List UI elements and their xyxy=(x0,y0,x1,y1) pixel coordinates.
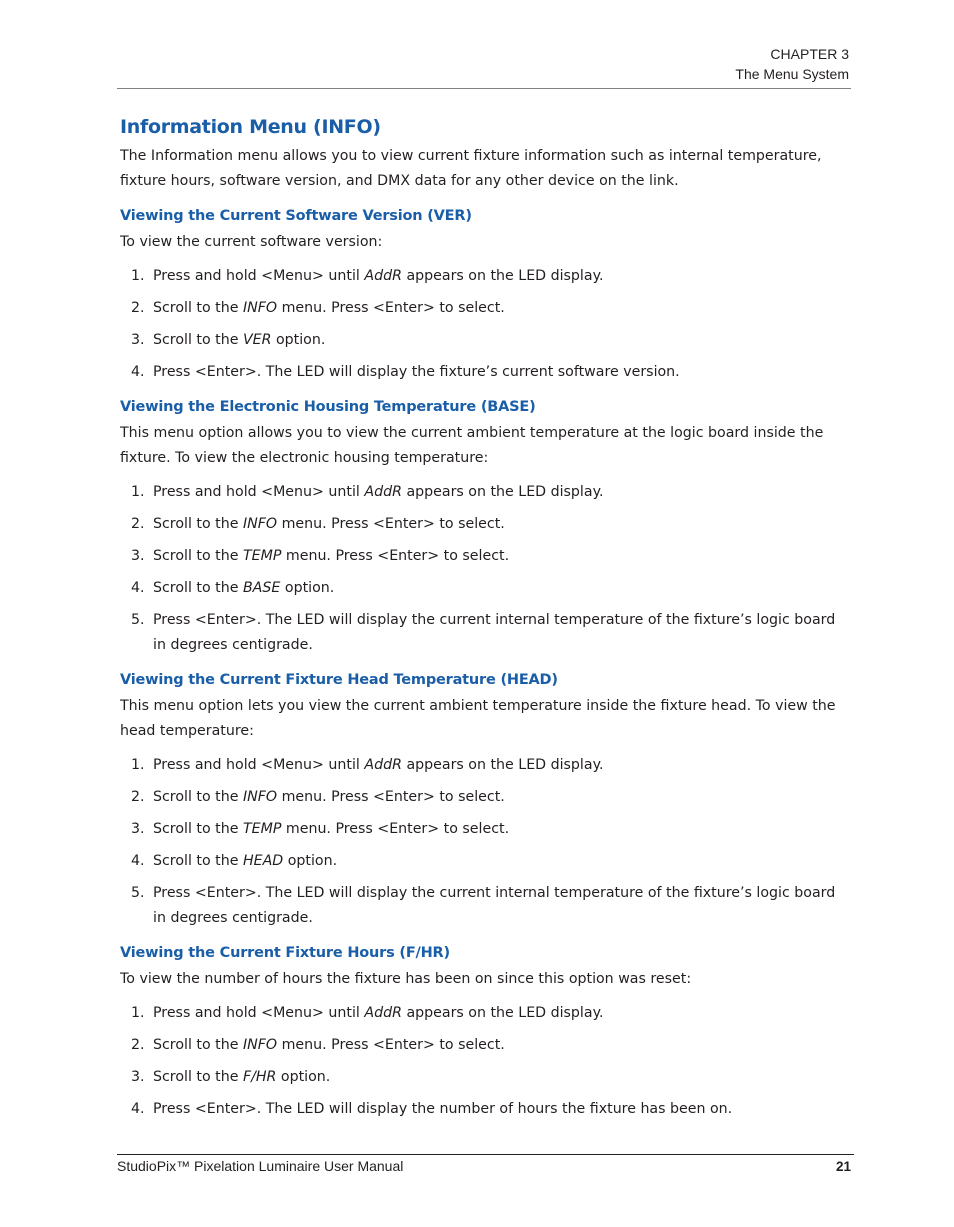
page-number: 21 xyxy=(835,1159,851,1174)
step-term: AddR xyxy=(364,268,402,284)
steps-list xyxy=(120,480,852,658)
page-content xyxy=(120,112,852,1129)
step-number: 3. xyxy=(131,332,145,348)
intro-paragraph: The Information menu allows you to view current fixture information such as internal temperature, fixture hours, software version, and DMX data for any other device on the link. xyxy=(120,148,822,189)
step-number: 2. xyxy=(131,1037,145,1053)
step-text: Scroll to the xyxy=(153,789,243,805)
step-number: 2. xyxy=(131,516,145,532)
step-text-end: menu. Press <Enter> to select. xyxy=(281,821,510,837)
step-text: Press and hold <Menu> until xyxy=(153,268,365,284)
step-text: Press and hold <Menu> until xyxy=(153,1005,365,1021)
step-text: Press <Enter>. The LED will display the current internal temperature of the fixture’s logic board in degrees centigrade. xyxy=(153,612,836,653)
step-text-end: menu. Press <Enter> to select. xyxy=(277,789,505,805)
step-text-end: appears on the LED display. xyxy=(401,268,604,284)
manual-title: StudioPix™ Pixelation Luminaire User Manual xyxy=(117,1158,404,1174)
step-text: Press <Enter>. The LED will display the current internal temperature of the fixture’s logic board in degrees centigrade. xyxy=(153,885,836,926)
step-text: Scroll to the xyxy=(153,580,243,596)
page-footer xyxy=(117,1154,854,1174)
list-item xyxy=(120,753,852,778)
step-term: HEAD xyxy=(242,853,284,869)
footer-divider xyxy=(117,1154,854,1155)
step-text: Press <Enter>. The LED will display the number of hours the fixture has been on. xyxy=(153,1101,733,1117)
section-lead: To view the current software version: xyxy=(120,234,383,250)
step-number: 5. xyxy=(131,885,145,901)
step-number: 2. xyxy=(131,789,145,805)
step-number: 4. xyxy=(131,1101,145,1117)
step-text-end: menu. Press <Enter> to select. xyxy=(277,1037,505,1053)
list-item xyxy=(120,608,852,658)
step-number: 3. xyxy=(131,821,145,837)
step-text: Scroll to the xyxy=(153,516,243,532)
step-text: Scroll to the xyxy=(153,821,243,837)
step-term: INFO xyxy=(242,300,278,316)
page-header xyxy=(117,44,851,84)
list-item xyxy=(120,576,852,601)
step-text-end: option. xyxy=(276,1069,331,1085)
step-text-end: menu. Press <Enter> to select. xyxy=(277,516,505,532)
step-text-end: menu. Press <Enter> to select. xyxy=(281,548,510,564)
list-item xyxy=(120,544,852,569)
list-item xyxy=(120,360,852,385)
list-item xyxy=(120,881,852,931)
step-term: VER xyxy=(242,332,272,348)
step-text-end: appears on the LED display. xyxy=(401,484,604,500)
step-text-end: option. xyxy=(283,853,338,869)
step-text-end: appears on the LED display. xyxy=(401,757,604,773)
step-term: INFO xyxy=(242,1037,278,1053)
step-text-end: appears on the LED display. xyxy=(401,1005,604,1021)
step-number: 4. xyxy=(131,853,145,869)
section-heading: Viewing the Current Fixture Head Temperature (HEAD) xyxy=(120,672,558,688)
section-lead: This menu option allows you to view the current ambient temperature at the logic board inside the fixture. To view the electronic housing temperature: xyxy=(120,425,824,466)
step-text-end: menu. Press <Enter> to select. xyxy=(277,300,505,316)
step-text: Scroll to the xyxy=(153,300,243,316)
list-item xyxy=(120,1065,852,1090)
list-item xyxy=(120,785,852,810)
step-number: 1. xyxy=(131,484,145,500)
list-item xyxy=(120,1033,852,1058)
step-text: Press <Enter>. The LED will display the fixture’s current software version. xyxy=(153,364,680,380)
step-number: 3. xyxy=(131,1069,145,1085)
step-term: INFO xyxy=(242,516,278,532)
chapter-title: The Menu System xyxy=(735,66,849,82)
step-number: 4. xyxy=(131,580,145,596)
chapter-label: CHAPTER 3 xyxy=(770,46,849,62)
section-lead: To view the number of hours the fixture has been on since this option was reset: xyxy=(120,971,692,987)
section-heading: Viewing the Electronic Housing Temperature (BASE) xyxy=(120,399,536,415)
step-term: INFO xyxy=(242,789,278,805)
list-item xyxy=(120,1097,852,1122)
section-lead: This menu option lets you view the current ambient temperature inside the fixture head. To view the head temperature: xyxy=(120,698,836,739)
step-number: 4. xyxy=(131,364,145,380)
list-item xyxy=(120,480,852,505)
step-text-end: option. xyxy=(280,580,335,596)
list-item xyxy=(120,512,852,537)
step-term: TEMP xyxy=(242,548,282,564)
sections-container xyxy=(120,204,852,1122)
step-text: Scroll to the xyxy=(153,332,243,348)
step-term: TEMP xyxy=(242,821,282,837)
section-heading: Viewing the Current Fixture Hours (F/HR) xyxy=(120,945,450,961)
page-title: Information Menu (INFO) xyxy=(120,116,381,138)
steps-list xyxy=(120,753,852,931)
step-number: 1. xyxy=(131,1005,145,1021)
step-text: Scroll to the xyxy=(153,1037,243,1053)
list-item xyxy=(120,296,852,321)
header-divider xyxy=(117,88,851,89)
step-number: 1. xyxy=(131,757,145,773)
list-item xyxy=(120,817,852,842)
step-text: Scroll to the xyxy=(153,853,243,869)
step-number: 3. xyxy=(131,548,145,564)
step-term: BASE xyxy=(242,580,281,596)
list-item xyxy=(120,328,852,353)
list-item xyxy=(120,264,852,289)
steps-list xyxy=(120,264,852,385)
step-text: Scroll to the xyxy=(153,1069,243,1085)
step-text: Scroll to the xyxy=(153,548,243,564)
list-item xyxy=(120,1001,852,1026)
step-text: Press and hold <Menu> until xyxy=(153,757,365,773)
list-item xyxy=(120,849,852,874)
step-term: F/HR xyxy=(242,1069,277,1085)
step-number: 1. xyxy=(131,268,145,284)
step-text: Press and hold <Menu> until xyxy=(153,484,365,500)
step-term: AddR xyxy=(364,1005,402,1021)
section-heading: Viewing the Current Software Version (VER) xyxy=(120,208,472,224)
step-number: 5. xyxy=(131,612,145,628)
step-number: 2. xyxy=(131,300,145,316)
step-text-end: option. xyxy=(271,332,326,348)
steps-list xyxy=(120,1001,852,1122)
step-term: AddR xyxy=(364,484,402,500)
step-term: AddR xyxy=(364,757,402,773)
